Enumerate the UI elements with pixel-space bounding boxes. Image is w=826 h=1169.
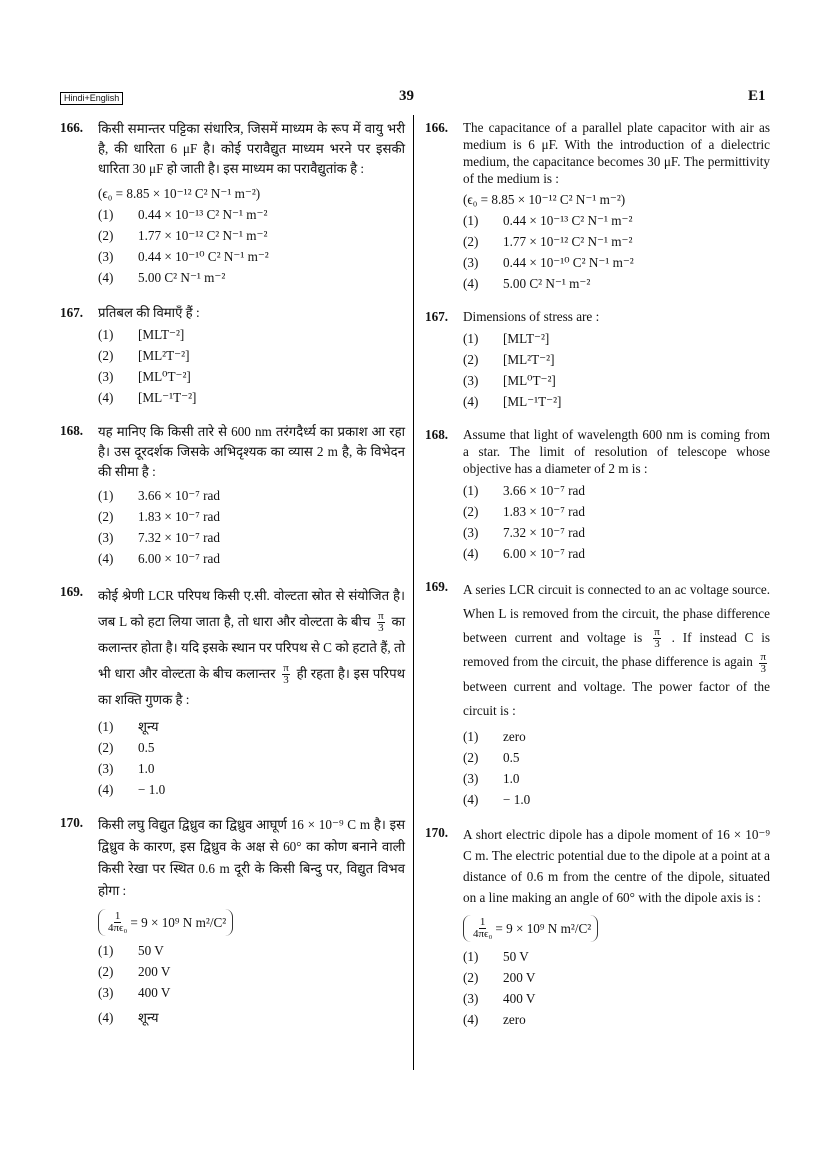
fraction-numerator: 1 [114,910,121,922]
option-text: [ML⁻¹T⁻²] [138,390,197,405]
option-number: (2) [98,228,114,243]
fraction-numerator: 1 [479,915,486,928]
option-text: − 1.0 [503,791,531,807]
option-2[interactable] [98,345,405,366]
option-1[interactable] [463,726,770,747]
question-stem: प्रतिबल की विमाएँ हैं : [98,305,200,320]
question-number: 167. [425,309,449,324]
option-text: zero [503,1011,526,1027]
option-text: 0.44 × 10⁻¹³ C² N⁻¹ m⁻² [138,207,268,222]
option-number: (1) [463,728,479,744]
question-stem [98,583,405,713]
page-number: 39 [399,88,414,104]
option-4[interactable] [98,387,405,408]
option-2[interactable] [463,747,770,768]
option-text: [MLT⁻²] [138,327,185,342]
option-text: 200 V [138,964,171,979]
fraction-pi-over-3 [377,611,385,634]
option-text: 1.0 [138,761,155,776]
question-number: 168. [60,423,84,438]
option-2[interactable] [463,967,770,988]
question-stem: किसी समान्तर पट्टिका संधारित्र, जिसमें माध्यम के रूप में वायु भरी है, की धारिता 6 μF है। कोई परावैद्युत माध्यम भरने पर इसकी धारिता 30 μF हो जाती है। इस माध्यम का परावैद्युतांक है : [98,121,405,176]
option-3[interactable] [98,366,405,387]
option-number: (3) [463,255,479,270]
question-number: 170. [60,815,84,830]
question-number: 167. [60,305,84,320]
option-3[interactable] [98,982,405,1003]
option-number: (1) [98,943,114,958]
question-stem: The capacitance of a parallel plate capacitor with air as medium is 6 μF. With the introduction of a dielectric medium, the capacitance becomes 30 μF. The permittivity of the medium is : [463,120,770,186]
option-number: (3) [463,990,479,1006]
fraction-pi-over-3 [653,627,661,650]
option-3[interactable] [463,988,770,1009]
option-text: [ML⁻¹T⁻²] [503,394,562,409]
option-number: (3) [98,530,114,545]
option-1[interactable] [463,210,770,231]
booklet-code: E1 [748,88,766,104]
option-number: (3) [98,985,114,1000]
option-text: 1.77 × 10⁻¹² C² N⁻¹ m⁻² [503,234,633,249]
stem-part-b: का कलान्तर होता है। यदि इसके स्थान पर परिपथ से C को हटाते हैं, तो भी धारा और वोल्टता के बीच कलान्तर [98,614,405,681]
option-1[interactable] [463,946,770,967]
stem-part-a: कोई श्रेणी LCR परिपथ किसी ए.सी. वोल्टता स्रोत से संयोजित है। जब L को हटा लिया जाता है, तो धारा और वोल्टता के बीच [98,588,405,629]
option-number: (3) [463,770,479,786]
fraction-pi-over-3 [282,663,290,686]
question-170-en [425,824,770,1030]
option-text: − 1.0 [138,782,166,797]
question-number: 169. [60,584,84,599]
option-1[interactable] [98,940,405,961]
question-stem: यह मानिए कि किसी तारे से 600 nm तरंगदैर्ध्य का प्रकाश आ रहा है। उस दूरदर्शक जिसके अभिदृश्यक का व्यास 2 m है, के विभेदन की सीमा है : [98,424,405,479]
option-text: 0.5 [138,740,155,755]
option-number: (2) [463,504,479,519]
option-4[interactable] [98,1007,405,1028]
option-text: 1.0 [503,770,520,786]
option-text: 400 V [138,985,171,1000]
option-text: 0.44 × 10⁻¹³ C² N⁻¹ m⁻² [503,213,633,228]
stem-part-a: A series LCR circuit is connected to an ac voltage source. When L is removed from the circuit, the phase difference between current and voltage is [463,582,770,645]
option-number: (1) [463,948,479,964]
option-1[interactable] [98,204,405,225]
option-text: 3.66 × 10⁻⁷ rad [138,488,220,503]
option-number: (1) [463,483,479,498]
option-text: 400 V [503,990,536,1006]
option-text: 1.77 × 10⁻¹² C² N⁻¹ m⁻² [138,228,268,243]
option-number: (2) [98,964,114,979]
option-2[interactable] [463,501,770,522]
option-number: (1) [98,488,114,503]
option-text: 50 V [503,948,529,964]
coulomb-constant [98,909,233,936]
coulomb-constant [463,915,598,942]
option-text: 200 V [503,969,536,985]
option-2[interactable] [98,737,405,758]
option-4[interactable] [463,543,770,564]
option-number: (2) [463,234,479,249]
given-constant: (ϵ₀ = 8.85 × 10⁻¹² C² N⁻¹ m⁻²) [463,192,626,207]
option-4[interactable] [98,548,405,569]
option-4[interactable] [463,273,770,294]
option-number: (3) [98,249,114,264]
option-number: (3) [463,373,479,388]
question-number: 170. [425,824,449,840]
fraction-denominator: 4πϵ₀ [473,927,493,940]
fraction-denominator: 3 [378,622,384,635]
option-number: (3) [98,761,114,776]
fraction-1-over-4pi-eps0 [108,911,127,934]
option-text: 7.32 × 10⁻⁷ rad [138,530,220,545]
option-3[interactable] [463,252,770,273]
option-text: [ML²T⁻²] [503,352,555,367]
question-number: 166. [60,120,84,135]
option-2[interactable] [98,961,405,982]
question-number: 169. [425,579,449,594]
option-3[interactable] [98,527,405,548]
option-number: (2) [98,509,114,524]
option-number: (2) [463,352,479,367]
option-2[interactable] [463,231,770,252]
option-text: 6.00 × 10⁻⁷ rad [138,551,220,566]
stem-part-c: ही रहता है। इस परिपथ का शक्ति गुणक है : [98,666,405,707]
fraction-numerator: π [378,610,384,623]
option-text: [ML²T⁻²] [138,348,190,363]
option-text: [MLT⁻²] [503,331,550,346]
option-2[interactable] [98,506,405,527]
question-169-en [425,578,770,810]
question-number: 168. [425,427,449,442]
option-3[interactable] [98,758,405,779]
hindi-column [60,119,405,1042]
question-number: 166. [425,120,449,135]
option-1[interactable] [463,480,770,501]
question-stem: किसी लघु विद्युत द्विध्रुव का द्विध्रुव आघूर्ण 16 × 10⁻⁹ C m है। इस द्विध्रुव के कारण, इस द्विध्रुव के अक्ष से 60° का कोण बनाने वाली किसी रेखा पर स्थित 0.6 m दूरी के किसी बिन्दु पर, विद्युत विभव होगा : [98,817,405,898]
option-4[interactable] [463,391,770,412]
option-text: 6.00 × 10⁻⁷ rad [503,546,585,561]
option-number: (4) [463,276,479,291]
option-number: (4) [98,782,114,797]
option-text: 3.66 × 10⁻⁷ rad [503,483,585,498]
fraction-denominator: 3 [760,662,766,675]
fraction-denominator: 3 [654,638,660,651]
option-number: (1) [98,719,114,734]
option-1[interactable] [463,328,770,349]
fraction-numerator: π [654,626,660,639]
option-number: (2) [98,740,114,755]
option-3[interactable] [463,370,770,391]
option-2[interactable] [463,349,770,370]
option-number: (2) [98,348,114,363]
option-text: 5.00 C² N⁻¹ m⁻² [138,270,226,285]
fraction-1-over-4pi-eps0 [473,917,492,940]
option-number: (4) [463,394,479,409]
option-number: (3) [463,525,479,540]
option-number: (4) [463,546,479,561]
option-3[interactable] [463,522,770,543]
option-number: (4) [98,551,114,566]
option-number: (4) [98,1010,114,1025]
option-number: (1) [463,213,479,228]
question-169-hi [60,583,405,800]
option-4[interactable] [98,779,405,800]
stem-part-c: between current and voltage. The power factor of the circuit is : [463,678,770,718]
question-167-hi [60,304,405,408]
option-number: (1) [98,207,114,222]
option-text: 0.5 [503,749,520,765]
option-text: 0.44 × 10⁻¹⁰ C² N⁻¹ m⁻² [503,255,634,270]
question-stem: A short electric dipole has a dipole moment of 16 × 10⁻⁹ C m. The electric potential due to the dipole at a point at a distance of 0.6 m from the centre of the dipole, situated on a line making an angle of 60° with the dipole axis is : [463,826,770,905]
fraction-pi-over-3 [759,652,767,675]
option-number: (4) [463,1011,479,1027]
language-badge: Hindi+English [60,92,123,105]
question-166-en [425,119,770,294]
option-text: [ML⁰T⁻²] [503,373,556,388]
option-number: (1) [98,327,114,342]
option-text: 50 V [138,943,164,958]
option-text: 5.00 C² N⁻¹ m⁻² [503,276,591,291]
option-4[interactable] [463,789,770,810]
question-167-en [425,308,770,412]
option-text: [ML⁰T⁻²] [138,369,191,384]
fraction-numerator: π [760,650,766,663]
option-4[interactable] [463,1009,770,1030]
fraction-denominator: 3 [283,674,289,687]
option-text: शून्य [138,719,159,734]
option-3[interactable] [463,768,770,789]
question-168-hi [60,422,405,569]
column-divider [413,115,414,1070]
option-number: (1) [463,331,479,346]
fraction-denominator: 4πϵ₀ [108,922,128,934]
option-text: zero [503,728,526,744]
option-2[interactable] [98,225,405,246]
option-number: (2) [463,749,479,765]
option-text: 1.83 × 10⁻⁷ rad [138,509,220,524]
constant-value: = 9 × 10⁹ N m²/C² [130,915,227,930]
option-3[interactable] [98,246,405,267]
option-number: (3) [98,369,114,384]
option-number: (4) [98,390,114,405]
question-stem: Dimensions of stress are : [463,309,600,324]
option-text: शून्य [138,1010,159,1025]
fraction-numerator: π [283,662,289,675]
stem-part-b: . If instead C is removed from the circuit, the phase difference is again [463,630,771,670]
option-1[interactable] [98,716,405,737]
given-constant: (ϵ₀ = 8.85 × 10⁻¹² C² N⁻¹ m⁻²) [98,186,261,201]
option-1[interactable] [98,324,405,345]
option-number: (2) [463,969,479,985]
question-166-hi [60,119,405,288]
constant-value: = 9 × 10⁹ N m²/C² [495,920,592,936]
english-column [425,119,770,1044]
option-text: 0.44 × 10⁻¹⁰ C² N⁻¹ m⁻² [138,249,269,264]
option-text: 1.83 × 10⁻⁷ rad [503,504,585,519]
option-number: (4) [463,791,479,807]
option-1[interactable] [98,485,405,506]
option-number: (4) [98,270,114,285]
question-168-en [425,426,770,564]
option-text: 7.32 × 10⁻⁷ rad [503,525,585,540]
option-4[interactable] [98,267,405,288]
question-stem [463,578,770,723]
question-170-hi [60,814,405,1028]
question-stem: Assume that light of wavelength 600 nm is coming from a star. The limit of resolution of telescope whose objective has a diameter of 2 m is : [463,427,770,476]
